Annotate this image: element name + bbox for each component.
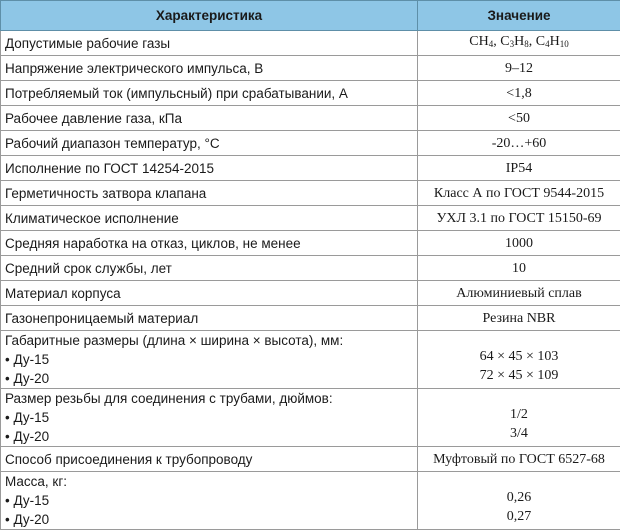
list-item: • Ду-15 (5, 491, 413, 510)
table-header-row (1, 1, 620, 31)
row-label: Средняя наработка на отказ, циклов, не менее (1, 231, 418, 256)
column-header-value: Значение (418, 1, 620, 31)
row-label: Способ присоединения к трубопроводу (1, 447, 418, 472)
table-row (1, 231, 620, 256)
row-value: 0,27 (422, 507, 616, 526)
row-value: 10 (418, 256, 620, 281)
row-label: Допустимые рабочие газы (1, 31, 418, 56)
row-label: Напряжение электрического импульса, В (1, 56, 418, 81)
gas-methane: $CH_4$ (469, 34, 493, 49)
table-row (1, 447, 620, 472)
row-label: Материал корпуса (1, 281, 418, 306)
table-row (1, 472, 620, 530)
row-value-multiline (418, 472, 620, 530)
column-header-characteristic: Характеристика (1, 1, 418, 31)
table-row (1, 331, 620, 389)
row-label-multiline (1, 331, 418, 389)
row-label: Исполнение по ГОСТ 14254-2015 (1, 156, 418, 181)
list-item: • Ду-20 (5, 510, 413, 529)
row-label-multiline (1, 389, 418, 447)
row-label: Рабочий диапазон температур, °С (1, 131, 418, 156)
list-item: • Ду-20 (5, 369, 413, 388)
row-label: Рабочее давление газа, кПа (1, 106, 418, 131)
row-value: -20…+60 (418, 131, 620, 156)
table-row (1, 156, 620, 181)
table-row (1, 106, 620, 131)
row-value: 1000 (418, 231, 620, 256)
gas-butane: $C_4H_{10}$ (536, 34, 569, 49)
table-row (1, 306, 620, 331)
row-value: <50 (418, 106, 620, 131)
row-value: Резина NBR (418, 306, 620, 331)
row-label: Размер резьбы для соединения с трубами, дюймов: (5, 389, 413, 408)
row-value-gases: $CH_4$, $C_3H_8$, $C_4H_{10}$ (418, 31, 620, 56)
table-row (1, 181, 620, 206)
table-row (1, 81, 620, 106)
row-value: Муфтовый по ГОСТ 6527-68 (418, 447, 620, 472)
row-label-multiline (1, 472, 418, 530)
row-label: Потребляемый ток (импульсный) при срабатывании, А (1, 81, 418, 106)
row-value: Класс А по ГОСТ 9544-2015 (418, 181, 620, 206)
row-value: 72 × 45 × 109 (422, 366, 616, 385)
row-value: 1/2 (422, 405, 616, 424)
table-row (1, 281, 620, 306)
gas-propane: $C_3H_8$ (500, 34, 528, 49)
row-label: Климатическое исполнение (1, 206, 418, 231)
row-value: 64 × 45 × 103 (422, 347, 616, 366)
row-value: 0,26 (422, 488, 616, 507)
row-value: УХЛ 3.1 по ГОСТ 15150-69 (418, 206, 620, 231)
row-value: 9–12 (418, 56, 620, 81)
list-item: • Ду-20 (5, 427, 413, 446)
table-row (1, 31, 620, 56)
table-row (1, 256, 620, 281)
row-value: IP54 (418, 156, 620, 181)
row-value: Алюминиевый сплав (418, 281, 620, 306)
table-row (1, 389, 620, 447)
row-label: Средний срок службы, лет (1, 256, 418, 281)
row-label: Масса, кг: (5, 472, 413, 491)
row-value-multiline (418, 389, 620, 447)
list-item: • Ду-15 (5, 408, 413, 427)
table-row (1, 131, 620, 156)
row-label: Газонепроницаемый материал (1, 306, 418, 331)
table-row (1, 56, 620, 81)
list-item: • Ду-15 (5, 350, 413, 369)
table-row (1, 206, 620, 231)
row-label: Герметичность затвора клапана (1, 181, 418, 206)
row-value: <1,8 (418, 81, 620, 106)
row-label: Габаритные размеры (длина × ширина × высота), мм: (5, 331, 413, 350)
row-value-multiline (418, 331, 620, 389)
row-value: 3/4 (422, 424, 616, 443)
